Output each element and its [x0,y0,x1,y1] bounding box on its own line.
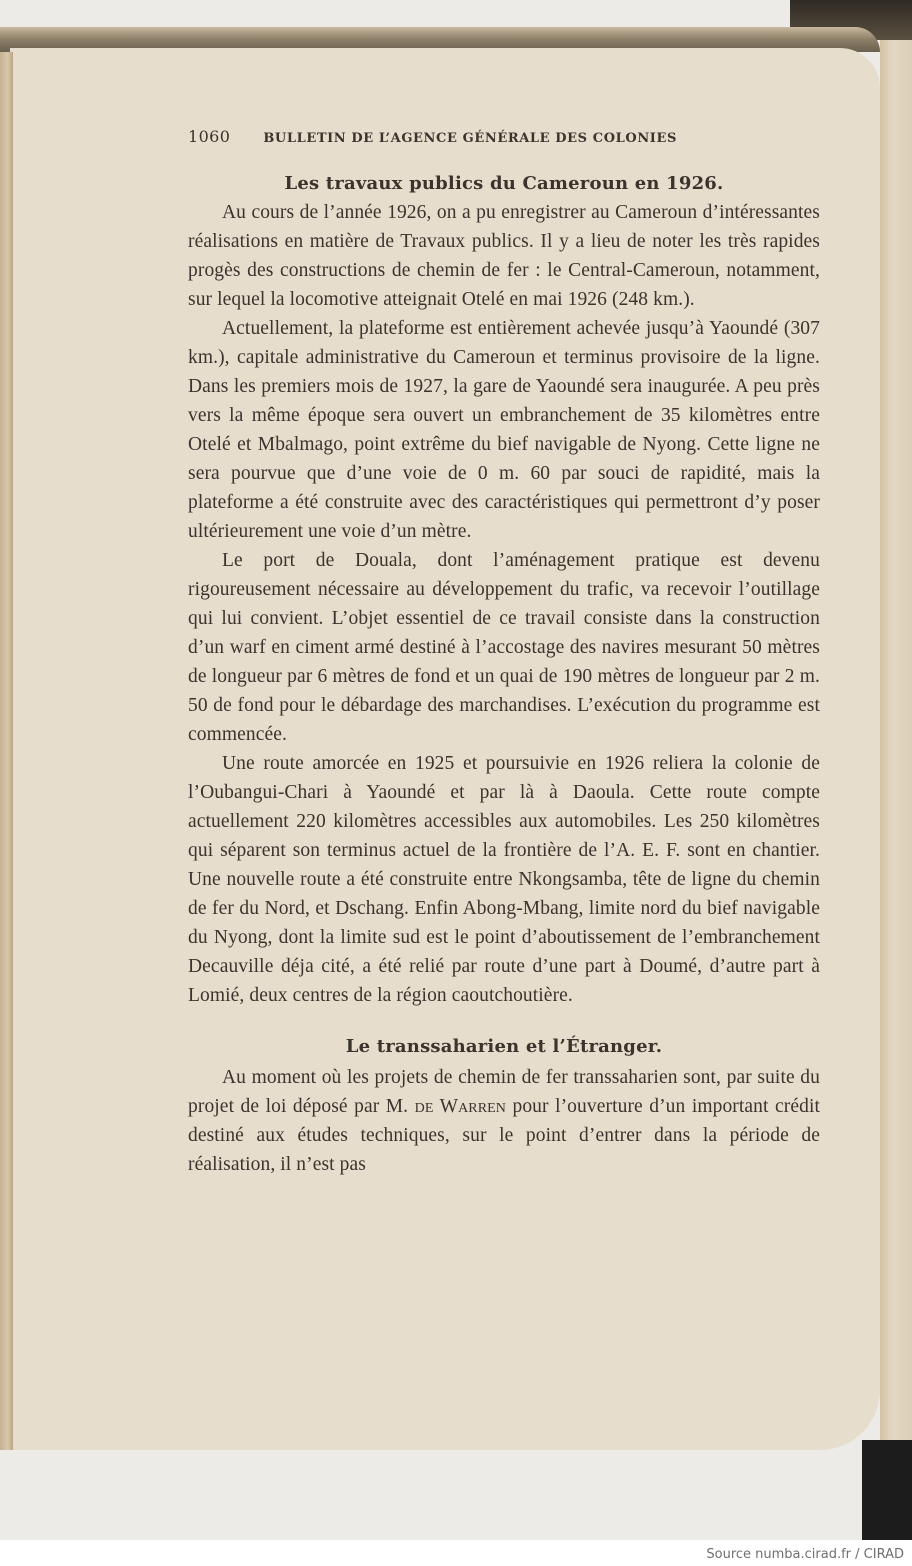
page-text [188,127,820,1179]
source-credit: Source numba.cirad.fr / CIRAD [706,1547,904,1562]
section-title: Le transsaharien et l’Étranger. [345,1036,663,1057]
paragraph-text: pour l’ouverture d’un important crédit destiné aux études techniques, sur le point d’entrer dans la période de réalisation, il n’est pas [188,1096,820,1175]
book-binding-bottom [862,1440,912,1540]
paragraph: Une route amorcée en 1925 et poursuivie en 1926 reliera la colonie de l’Oubangui-Chari à Yaoundé et par là à Daoula. Cette route compte actuellement 220 kilomètres accessibles aux automobiles. Les 250 kilomètres qui séparent son terminus actuel de la frontière de l’A. E. F. sont en chantier. Une nouvelle route a été construite entre Nkongsamba, tête de ligne du chemin de fer du Nord, et Dschang. Enfin Abong-Mbang, limite nord du bief navigable du Nyong, dont la limite sud est le point d’aboutissement de l’embranchement Decauville déja cité, a été relié par route d’une part à Doumé, d’autre part à Lomié, deux centres de la région caoutchoutière. [188,753,820,1006]
paragraph-text: Au moment où les projets de chemin de fer transsaharien sont, par suite du projet de loi déposé par M. [188,1067,820,1117]
paragraph: Au cours de l’année 1926, on a pu enregistrer au Cameroun d’intéressantes réalisations en matière de Travaux publics. Il y a lieu de noter les très rapides progès des constructions de chemin de fer : le Central-Cameroun, notamment, sur lequel la locomotive atteignait Otelé en mai 1926 (248 km.). [188,202,820,310]
page-number: 1060 [188,127,231,146]
page-stack-left-edge [0,52,13,1450]
person-name: de Warren [414,1096,507,1117]
paragraph: Le port de Douala, dont l’aménagement pratique est devenu rigoureusement nécessaire au développement du trafic, va recevoir l’outillage qui lui convient. L’objet essentiel de ce travail consiste dans la construction d’un warf en ciment armé destiné à l’accostage des navires mesurant 50 mètres de longueur par 6 mètres de fond et un quai de 190 mètres de longueur par 2 m. 50 de fond pour le débardage des marchandises. L’exécution du programme est commencée. [188,550,820,745]
adjacent-page-edge [880,40,912,1440]
paragraph [188,1063,820,1179]
paragraph: Actuellement, la plateforme est entièrement achevée jusqu’à Yaoundé (307 km.), capitale administrative du Cameroun et terminus provisoire de la ligne. Dans les premiers mois de 1927, la gare de Yaoundé sera inaugurée. A peu près vers la même époque sera ouvert un embranchement de 35 kilomètres entre Otelé et Mbalmago, point extrême du bief navigable de Nyong. Cette ligne ne sera pourvue que d’une voie de 0 m. 60 par souci de rapidité, mais la plateforme a été construite avec des caractéristiques qui permettront d’y poser ultérieurement une voie d’un mètre. [188,318,820,542]
section-title: Les travaux publics du Cameroun en 1926. [284,173,724,194]
journal-title: BULLETIN DE L’AGENCE GÉNÉRALE DES COLONIES [263,131,677,146]
running-head [188,127,820,155]
